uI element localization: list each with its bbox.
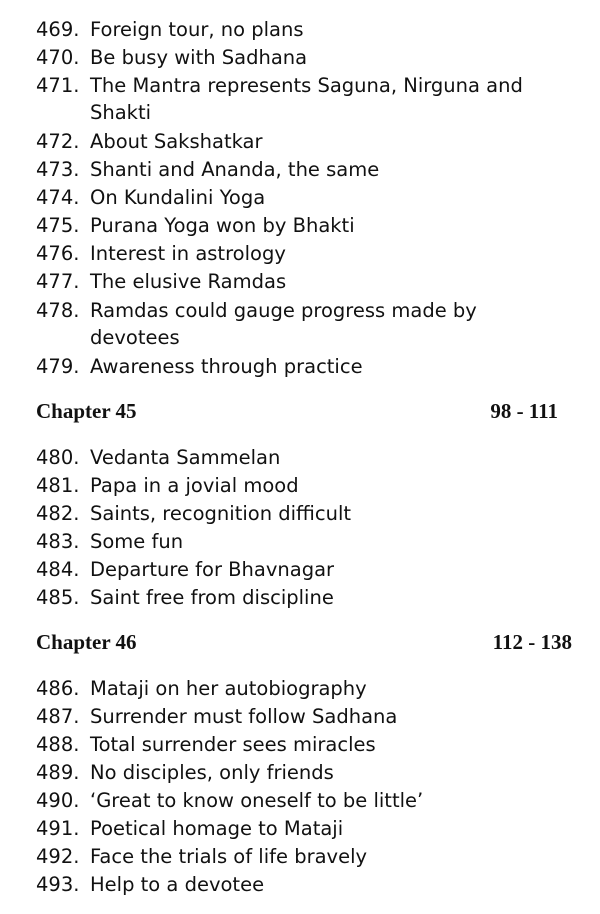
toc-entry-477 (36, 268, 572, 295)
entry-title: Saints, recognition difficult (90, 502, 352, 525)
entry-title: Some fun (90, 530, 184, 553)
toc-entry-489 (36, 759, 572, 786)
entry-title: Be busy with Sadhana (90, 46, 308, 69)
toc-entry-475 (36, 212, 572, 239)
entry-number: 472. (36, 130, 80, 153)
entry-number: 481. (36, 474, 80, 497)
entry-number: 488. (36, 733, 80, 756)
entry-title: About Sakshatkar (90, 130, 263, 153)
entry-title: Saint free from discipline (90, 586, 334, 609)
entry-number: 493. (36, 873, 80, 896)
toc-entry-485 (36, 584, 572, 611)
toc-entry-488 (36, 731, 572, 758)
toc-entry-490 (36, 787, 572, 814)
chapter-label: Chapter 45 (36, 399, 137, 423)
entry-number: 471. (36, 74, 80, 97)
entry-title: ‘Great to know oneself to be little’ (90, 789, 424, 812)
entry-title: On Kundalini Yoga (90, 186, 266, 209)
toc-entry-486 (36, 675, 572, 702)
entry-title: Shanti and Ananda, the same (90, 158, 380, 181)
entry-number: 478. (36, 299, 80, 322)
toc-entry-487 (36, 703, 572, 730)
toc-entry-480 (36, 444, 572, 471)
entry-number: 490. (36, 789, 80, 812)
entry-title: Face the trials of life bravely (90, 845, 368, 868)
toc-entry-493 (36, 871, 572, 898)
entry-number: 482. (36, 502, 80, 525)
entry-number: 477. (36, 270, 80, 293)
toc-entry-472 (36, 128, 572, 155)
entry-title: Papa in a jovial mood (90, 474, 299, 497)
entry-title: Ramdas could gauge progress made by (90, 299, 477, 322)
toc-entry-479 (36, 353, 572, 380)
entry-number: 480. (36, 446, 80, 469)
entry-title-continued: Shakti (90, 101, 152, 124)
entry-number: 469. (36, 18, 80, 41)
entry-number: 470. (36, 46, 80, 69)
toc-entry-476 (36, 240, 572, 267)
entry-number: 475. (36, 214, 80, 237)
chapter-page-range: 98 - 111 (490, 399, 558, 423)
entry-title-continued: devotees (90, 326, 180, 349)
entry-title: Purana Yoga won by Bhakti (90, 214, 355, 237)
toc-entry-482 (36, 500, 572, 527)
entry-title: Foreign tour, no plans (90, 18, 304, 41)
toc-entry-471 (36, 72, 572, 126)
entry-title: Poetical homage to Mataji (90, 817, 344, 840)
entry-number: 476. (36, 242, 80, 265)
toc-entry-481 (36, 472, 572, 499)
entry-title: Interest in astrology (90, 242, 286, 265)
toc-entry-492 (36, 843, 572, 870)
entry-title: Vedanta Sammelan (90, 446, 281, 469)
entry-number: 479. (36, 355, 80, 378)
entry-title: The Mantra represents Saguna, Nirguna and (90, 74, 523, 97)
chapter-page-range: 112 - 138 (492, 630, 572, 654)
chapter-label: Chapter 46 (36, 630, 137, 654)
toc-entry-474 (36, 184, 572, 211)
entry-number: 473. (36, 158, 80, 181)
entry-title: Surrender must follow Sadhana (90, 705, 398, 728)
entry-title: No disciples, only friends (90, 761, 334, 784)
entry-title: Help to a devotee (90, 873, 265, 896)
entry-number: 492. (36, 845, 80, 868)
entry-number: 484. (36, 558, 80, 581)
entry-number: 483. (36, 530, 80, 553)
entry-number: 487. (36, 705, 80, 728)
entry-number: 485. (36, 586, 80, 609)
entry-number: 486. (36, 677, 80, 700)
toc-entry-473 (36, 156, 572, 183)
toc-entry-483 (36, 528, 572, 555)
entry-title: The elusive Ramdas (90, 270, 287, 293)
toc-entry-469 (36, 16, 572, 43)
entry-title: Departure for Bhavnagar (90, 558, 335, 581)
toc-entry-478 (36, 297, 572, 351)
toc-entry-470 (36, 44, 572, 71)
entry-title: Mataji on her autobiography (90, 677, 367, 700)
toc-entry-491 (36, 815, 572, 842)
toc-entry-484 (36, 556, 572, 583)
entry-number: 489. (36, 761, 80, 784)
entry-number: 491. (36, 817, 80, 840)
entry-title: Awareness through practice (90, 355, 363, 378)
entry-number: 474. (36, 186, 80, 209)
entry-title: Total surrender sees miracles (90, 733, 376, 756)
